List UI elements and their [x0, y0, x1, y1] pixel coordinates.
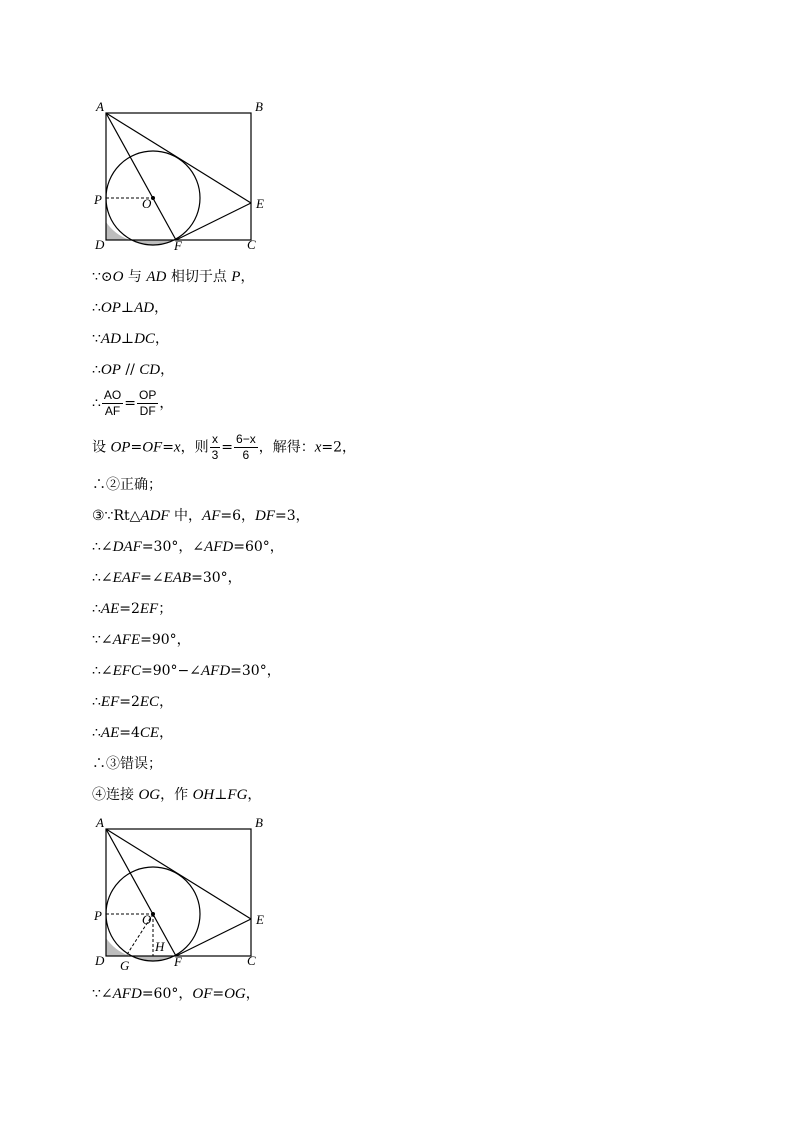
figure-1-svg — [88, 96, 278, 256]
geometry-figure-1 — [88, 96, 278, 256]
fraction-op-df: $\frac{OP}{DF}$ — [139, 388, 157, 418]
label-f: F — [174, 238, 182, 253]
figure-2-svg — [88, 812, 278, 976]
proof-line-17: ④连接 OG，作 OH⊥FG， — [92, 787, 262, 803]
label-d-2: D — [95, 953, 105, 968]
label-a: A — [96, 99, 104, 114]
proof-line-7: ∴②正确； — [92, 477, 162, 493]
rectangle-abcd — [106, 113, 251, 240]
label-e: E — [256, 196, 264, 211]
segment-af-2 — [106, 829, 176, 956]
proof-line-5: ∴ $\frac{AO}{AF}$ = $\frac{OP}{DF}$ ， — [92, 388, 174, 418]
proof-line-1: ∵⊙O 与 AD 相切于点 P， — [92, 269, 255, 285]
label-e-2: E — [256, 912, 264, 927]
proof-line-3: ∵AD⊥DC， — [92, 331, 169, 347]
center-point-o-2 — [151, 912, 155, 916]
proof-line-9: ∴∠DAF=30°，∠AFD=60°， — [92, 539, 284, 555]
center-point-o — [151, 196, 155, 200]
label-h: H — [155, 939, 165, 954]
label-b: B — [255, 99, 263, 114]
label-p: P — [94, 192, 102, 207]
proof-line-8: ③∵Rt△ADF 中，AF=6，DF=3， — [92, 508, 310, 524]
segment-af — [106, 113, 176, 240]
label-a-2: A — [96, 815, 104, 830]
proof-line-16: ∴③错误； — [92, 756, 162, 772]
segment-fe-2 — [176, 919, 251, 956]
segment-fe — [176, 203, 251, 240]
proof-line-12: ∵∠AFE=90°， — [92, 632, 191, 648]
fraction-ao-af: $\frac{AO}{AF}$ — [103, 388, 122, 418]
geometry-figure-2 — [88, 812, 278, 976]
label-c: C — [247, 237, 256, 252]
label-d: D — [95, 237, 105, 252]
label-o-2: O — [142, 912, 152, 927]
label-c-2: C — [247, 953, 256, 968]
proof-line-11: ∴AE=2EF； — [92, 601, 173, 617]
proof-line-18: ∵∠AFD=60°，OF=OG， — [92, 986, 260, 1002]
proof-line-4: ∴OP // CD， — [92, 362, 175, 378]
proof-line-13: ∴∠EFC=90°−∠AFD=30°， — [92, 663, 281, 679]
label-f-2: F — [174, 954, 182, 969]
label-b-2: B — [255, 815, 263, 830]
proof-line-6: 设 OP=OF=x，则 $\frac{x}{3}$ = $\frac{6-x}{6}$ ，解得：x=2， — [92, 432, 357, 462]
proof-line-10: ∴∠EAF=∠EAB=30°， — [92, 570, 242, 586]
fraction-x-3: $\frac{x}{3}$ — [211, 432, 219, 462]
proof-line-15: ∴AE=4CE， — [92, 725, 174, 741]
proof-line-14: ∴EF=2EC， — [92, 694, 174, 710]
label-o: O — [142, 196, 152, 211]
label-p-2: P — [94, 908, 102, 923]
proof-line-2: ∴OP⊥AD， — [92, 300, 169, 316]
fraction-6-minus-x-6: $\frac{6-x}{6}$ — [236, 432, 256, 462]
label-g: G — [120, 958, 130, 973]
rectangle-abcd-2 — [106, 829, 251, 956]
